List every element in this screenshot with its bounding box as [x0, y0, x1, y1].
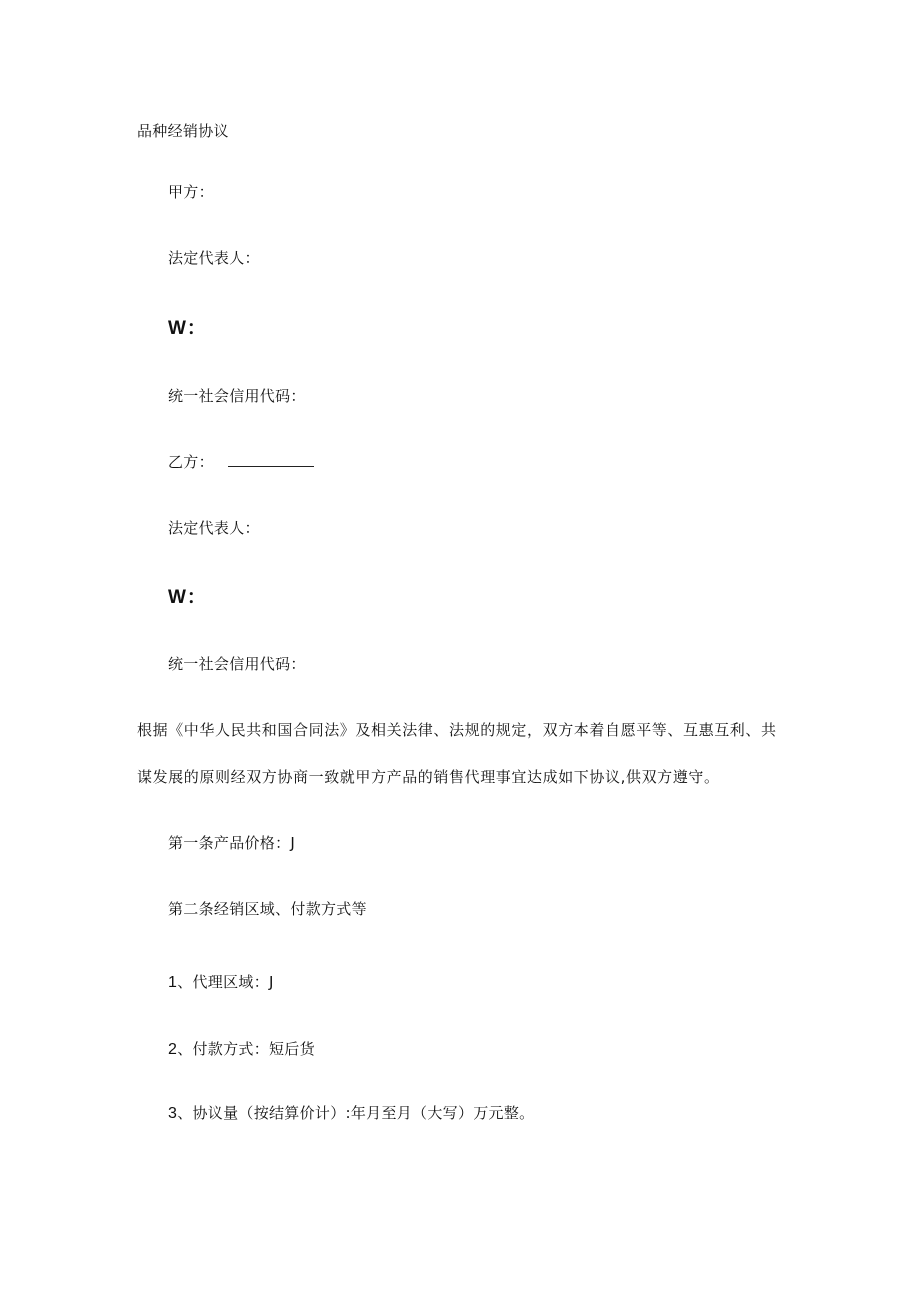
item-2-text: 、付款方式：短后货	[177, 1040, 315, 1058]
preamble-line-2: 谋发展的原则经双方协商一致就甲方产品的销售代理事宜达成如下协议,供双方遵守。	[137, 768, 720, 786]
party-a-rep-label: 法定代表人：	[168, 249, 260, 267]
party-b-rep-label: 法定代表人：	[168, 519, 260, 537]
party-b-address-label: W：	[168, 587, 207, 608]
item-3	[168, 1103, 534, 1124]
party-b-label: 乙方：	[168, 453, 214, 471]
party-b-credit-code-label: 统一社会信用代码：	[168, 655, 306, 673]
item-2	[168, 1039, 315, 1060]
item-3-number: 3	[168, 1105, 178, 1122]
party-b-blank	[228, 452, 314, 467]
item-1-text: 、代理区域：J	[177, 973, 274, 991]
item-1	[168, 972, 274, 993]
item-2-number: 2	[168, 1041, 178, 1058]
party-b-line	[168, 452, 314, 472]
party-a-label: 甲方：	[168, 183, 214, 201]
item-3-text: 、协议量（按结算价计）:年月至月（大写）万元整。	[177, 1104, 535, 1122]
party-a-address-label: W：	[168, 318, 207, 339]
item-1-number: 1	[168, 974, 178, 991]
preamble-line-1: 根据《中华人民共和国合同法》及相关法律、法规的规定，双方本着自愿平等、互惠互利、共	[137, 721, 777, 739]
document-title: 品种经销协议	[137, 122, 229, 140]
article-2: 第二条经销区域、付款方式等	[168, 900, 367, 918]
article-1: 第一条产品价格：J	[168, 834, 296, 852]
party-a-credit-code-label: 统一社会信用代码：	[168, 387, 306, 405]
